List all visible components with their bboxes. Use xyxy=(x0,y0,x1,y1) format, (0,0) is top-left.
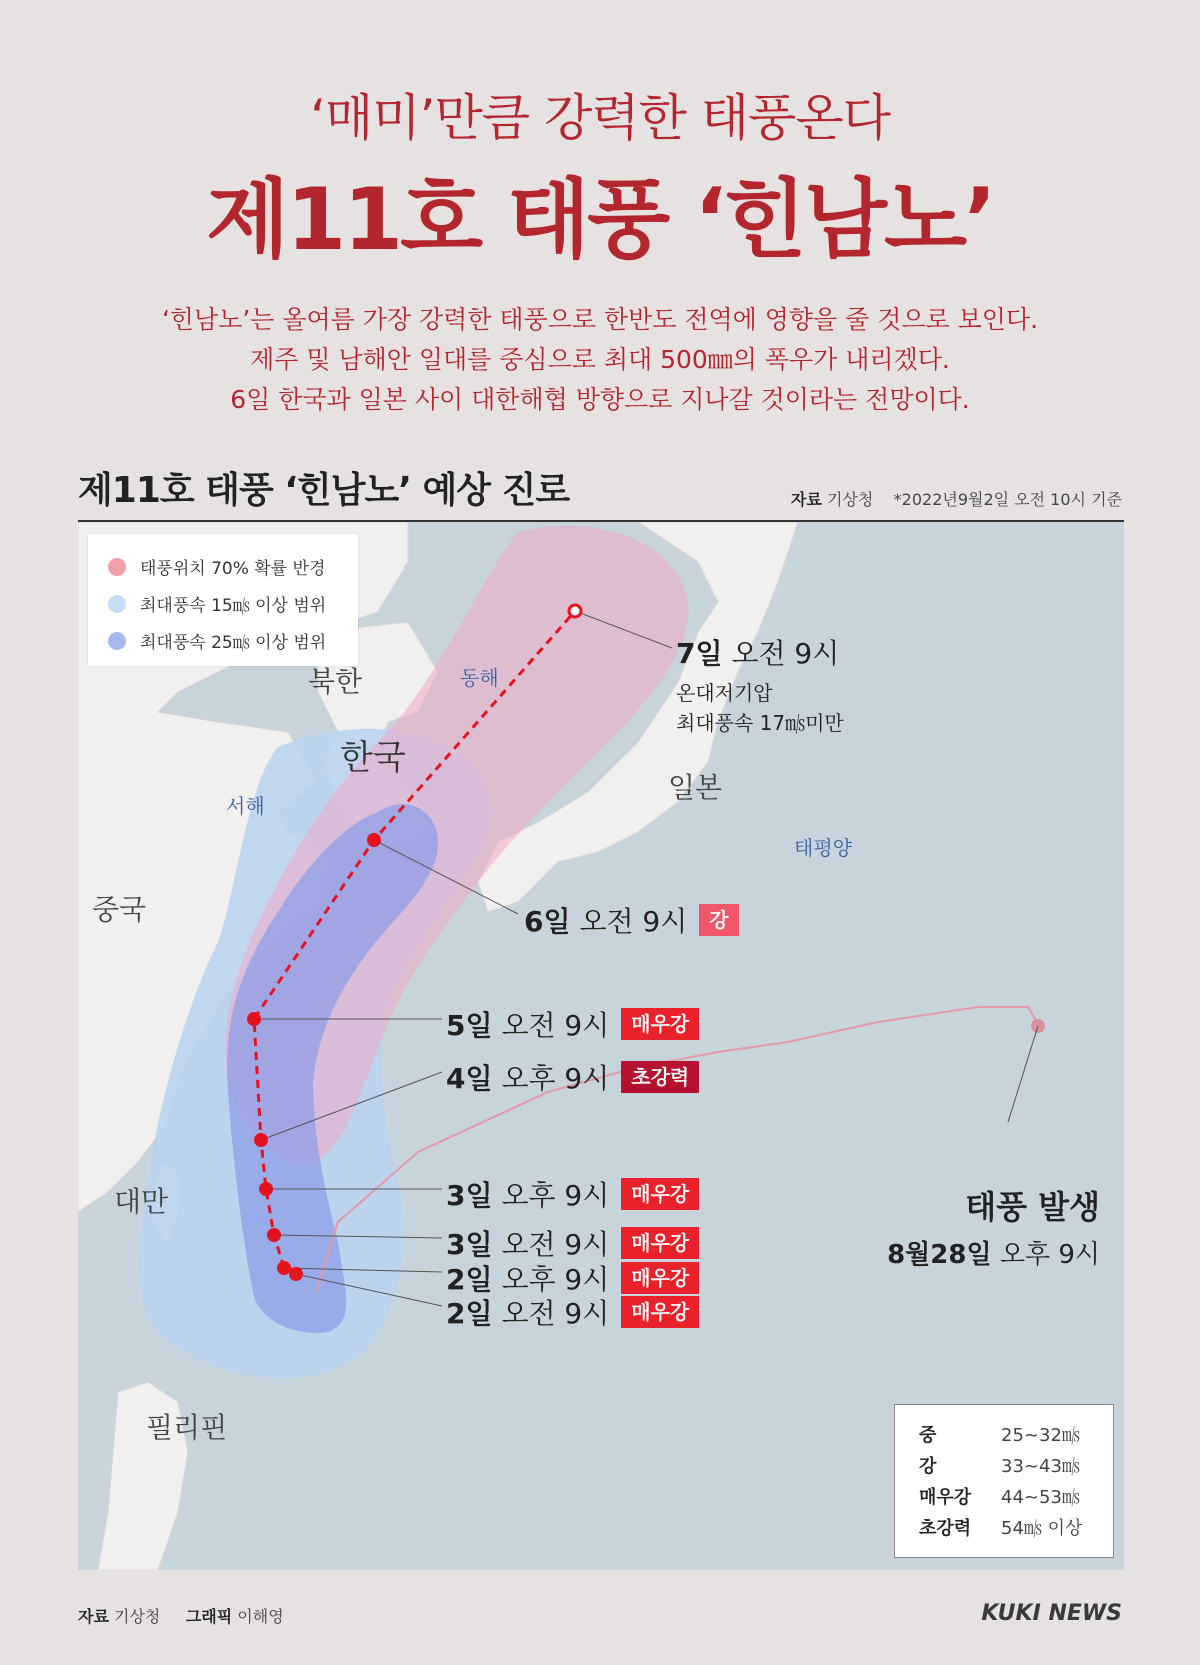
scale-row xyxy=(919,1421,1080,1447)
typhoon-map xyxy=(78,522,1124,1570)
label-japan: 일본 xyxy=(668,771,723,804)
scale-name: 중 xyxy=(919,1425,937,1446)
label-east-sea: 동해 xyxy=(460,666,499,690)
track-time: 오전 9시 xyxy=(579,905,688,938)
legend-swatch-wind-25 xyxy=(108,632,126,650)
track-label-5 xyxy=(446,1004,699,1044)
footer-source-label: 자료 xyxy=(78,1607,109,1626)
legend-item xyxy=(108,591,326,616)
point-2-pm xyxy=(277,1261,291,1275)
kuki-news-logo: KUKI NEWS xyxy=(981,1601,1122,1626)
genesis-label xyxy=(887,1182,1100,1271)
track-day: 5일 xyxy=(446,1009,493,1042)
scale-row xyxy=(919,1483,1080,1509)
map-legend xyxy=(88,534,358,666)
intensity-badge: 매우강 xyxy=(621,1008,699,1040)
label-philippines: 필리핀 xyxy=(146,1411,228,1444)
legend-swatch-probability xyxy=(108,558,126,576)
source-value: 기상청 xyxy=(826,490,874,509)
headline: 제11호 태풍 ‘힌남노’ xyxy=(206,170,994,270)
intensity-badge: 매우강 xyxy=(621,1227,699,1259)
intensity-scale xyxy=(894,1404,1114,1558)
track-time: 오전 9시 xyxy=(501,1228,610,1261)
section-source xyxy=(791,487,1122,510)
subtitle: ‘매미’만큼 강력한 태풍온다 xyxy=(310,89,890,147)
scale-range: 54㎧ 이상 xyxy=(1001,1518,1083,1539)
track-day: 3일 xyxy=(446,1179,493,1212)
intensity-badge: 매우강 xyxy=(621,1178,699,1210)
track-note-line: 최대풍속 17㎧미만 xyxy=(676,711,844,735)
legend-label: 태풍위치 70% 확률 반경 xyxy=(140,559,326,579)
track-label-3pm xyxy=(446,1174,699,1214)
label-korea: 한국 xyxy=(340,738,406,778)
genesis-when xyxy=(887,1234,1100,1271)
source-label: 자료 xyxy=(790,490,822,509)
genesis-date: 8월28일 xyxy=(887,1240,992,1270)
description-line: ‘힌남노’는 올여름 가장 강력한 태풍으로 한반도 전역에 영향을 줄 것으로 보인다. xyxy=(161,305,1039,334)
genesis-time: 오후 9시 xyxy=(999,1240,1100,1270)
scale-range: 33~43㎧ xyxy=(1001,1456,1080,1477)
description xyxy=(0,300,1200,420)
track-label-3am xyxy=(446,1223,699,1263)
point-2-am xyxy=(289,1267,303,1281)
track-day: 7일 xyxy=(676,637,723,670)
track-time: 오후 9시 xyxy=(501,1179,610,1212)
track-day: 3일 xyxy=(446,1228,493,1261)
track-time: 오전 9시 xyxy=(501,1009,610,1042)
point-6-am xyxy=(367,833,381,847)
point-3-pm xyxy=(259,1182,273,1196)
point-3-am xyxy=(267,1228,281,1242)
point-5-am xyxy=(247,1012,261,1026)
point-4-pm xyxy=(254,1133,268,1147)
legend-label: 최대풍속 15㎧ 이상 범위 xyxy=(140,596,327,616)
scale-name: 초강력 xyxy=(919,1518,972,1539)
label-taiwan: 대만 xyxy=(114,1185,169,1218)
label-china: 중국 xyxy=(92,893,147,926)
intensity-badge: 강 xyxy=(699,904,738,936)
scale-range: 25~32㎧ xyxy=(1001,1425,1080,1446)
point-7-am xyxy=(569,605,581,617)
scale-row xyxy=(919,1514,1082,1540)
footer-graphic-value: 이해영 xyxy=(237,1607,284,1626)
track-day: 2일 xyxy=(446,1297,493,1330)
track-day: 2일 xyxy=(446,1263,493,1296)
track-label-4 xyxy=(446,1057,699,1097)
scale-name: 매우강 xyxy=(919,1487,972,1508)
track-day: 4일 xyxy=(446,1062,493,1095)
legend-label: 최대풍속 25㎧ 이상 범위 xyxy=(140,633,327,653)
track-time: 오후 9시 xyxy=(501,1263,610,1296)
section-title: 제11호 태풍 ‘힌남노’ 예상 진로 xyxy=(78,470,570,511)
intensity-badge: 매우강 xyxy=(621,1262,699,1294)
footer-graphic-label: 그래픽 xyxy=(185,1607,233,1626)
description-line: 제주 및 남해안 일대를 중심으로 최대 500㎜의 폭우가 내리겠다. xyxy=(250,345,950,374)
track-note-7 xyxy=(676,678,844,738)
track-label-6 xyxy=(524,900,739,940)
track-time: 오전 9시 xyxy=(731,637,840,670)
label-west-sea: 서해 xyxy=(226,794,265,818)
scale-range: 44~53㎧ xyxy=(1001,1487,1080,1508)
track-note-line: 온대저기압 xyxy=(676,681,773,705)
footer-source-value: 기상청 xyxy=(114,1607,161,1626)
legend-swatch-wind-15 xyxy=(108,595,126,613)
genesis-title: 태풍 발생 xyxy=(965,1188,1100,1226)
track-time: 오후 9시 xyxy=(501,1062,610,1095)
legend-item xyxy=(108,554,325,579)
track-day: 6일 xyxy=(524,905,571,938)
legend-item xyxy=(108,628,326,653)
label-pacific: 태평양 xyxy=(794,836,852,860)
description-line: 6일 한국과 일본 사이 대한해협 방향으로 지나갈 것이라는 전망이다. xyxy=(230,385,970,414)
intensity-badge: 초강력 xyxy=(621,1061,699,1093)
track-label-7 xyxy=(676,632,839,672)
intensity-badge: 매우강 xyxy=(621,1296,699,1328)
scale-row xyxy=(919,1452,1080,1478)
label-north-korea: 북한 xyxy=(308,665,363,698)
scale-name: 강 xyxy=(919,1456,937,1477)
footer-credits xyxy=(78,1604,284,1627)
leader-genesis xyxy=(1008,1026,1038,1122)
track-time: 오전 9시 xyxy=(501,1297,610,1330)
basis-note: *2022년9월2일 오전 10시 기준 xyxy=(893,490,1122,509)
track-label-2am xyxy=(446,1292,699,1332)
